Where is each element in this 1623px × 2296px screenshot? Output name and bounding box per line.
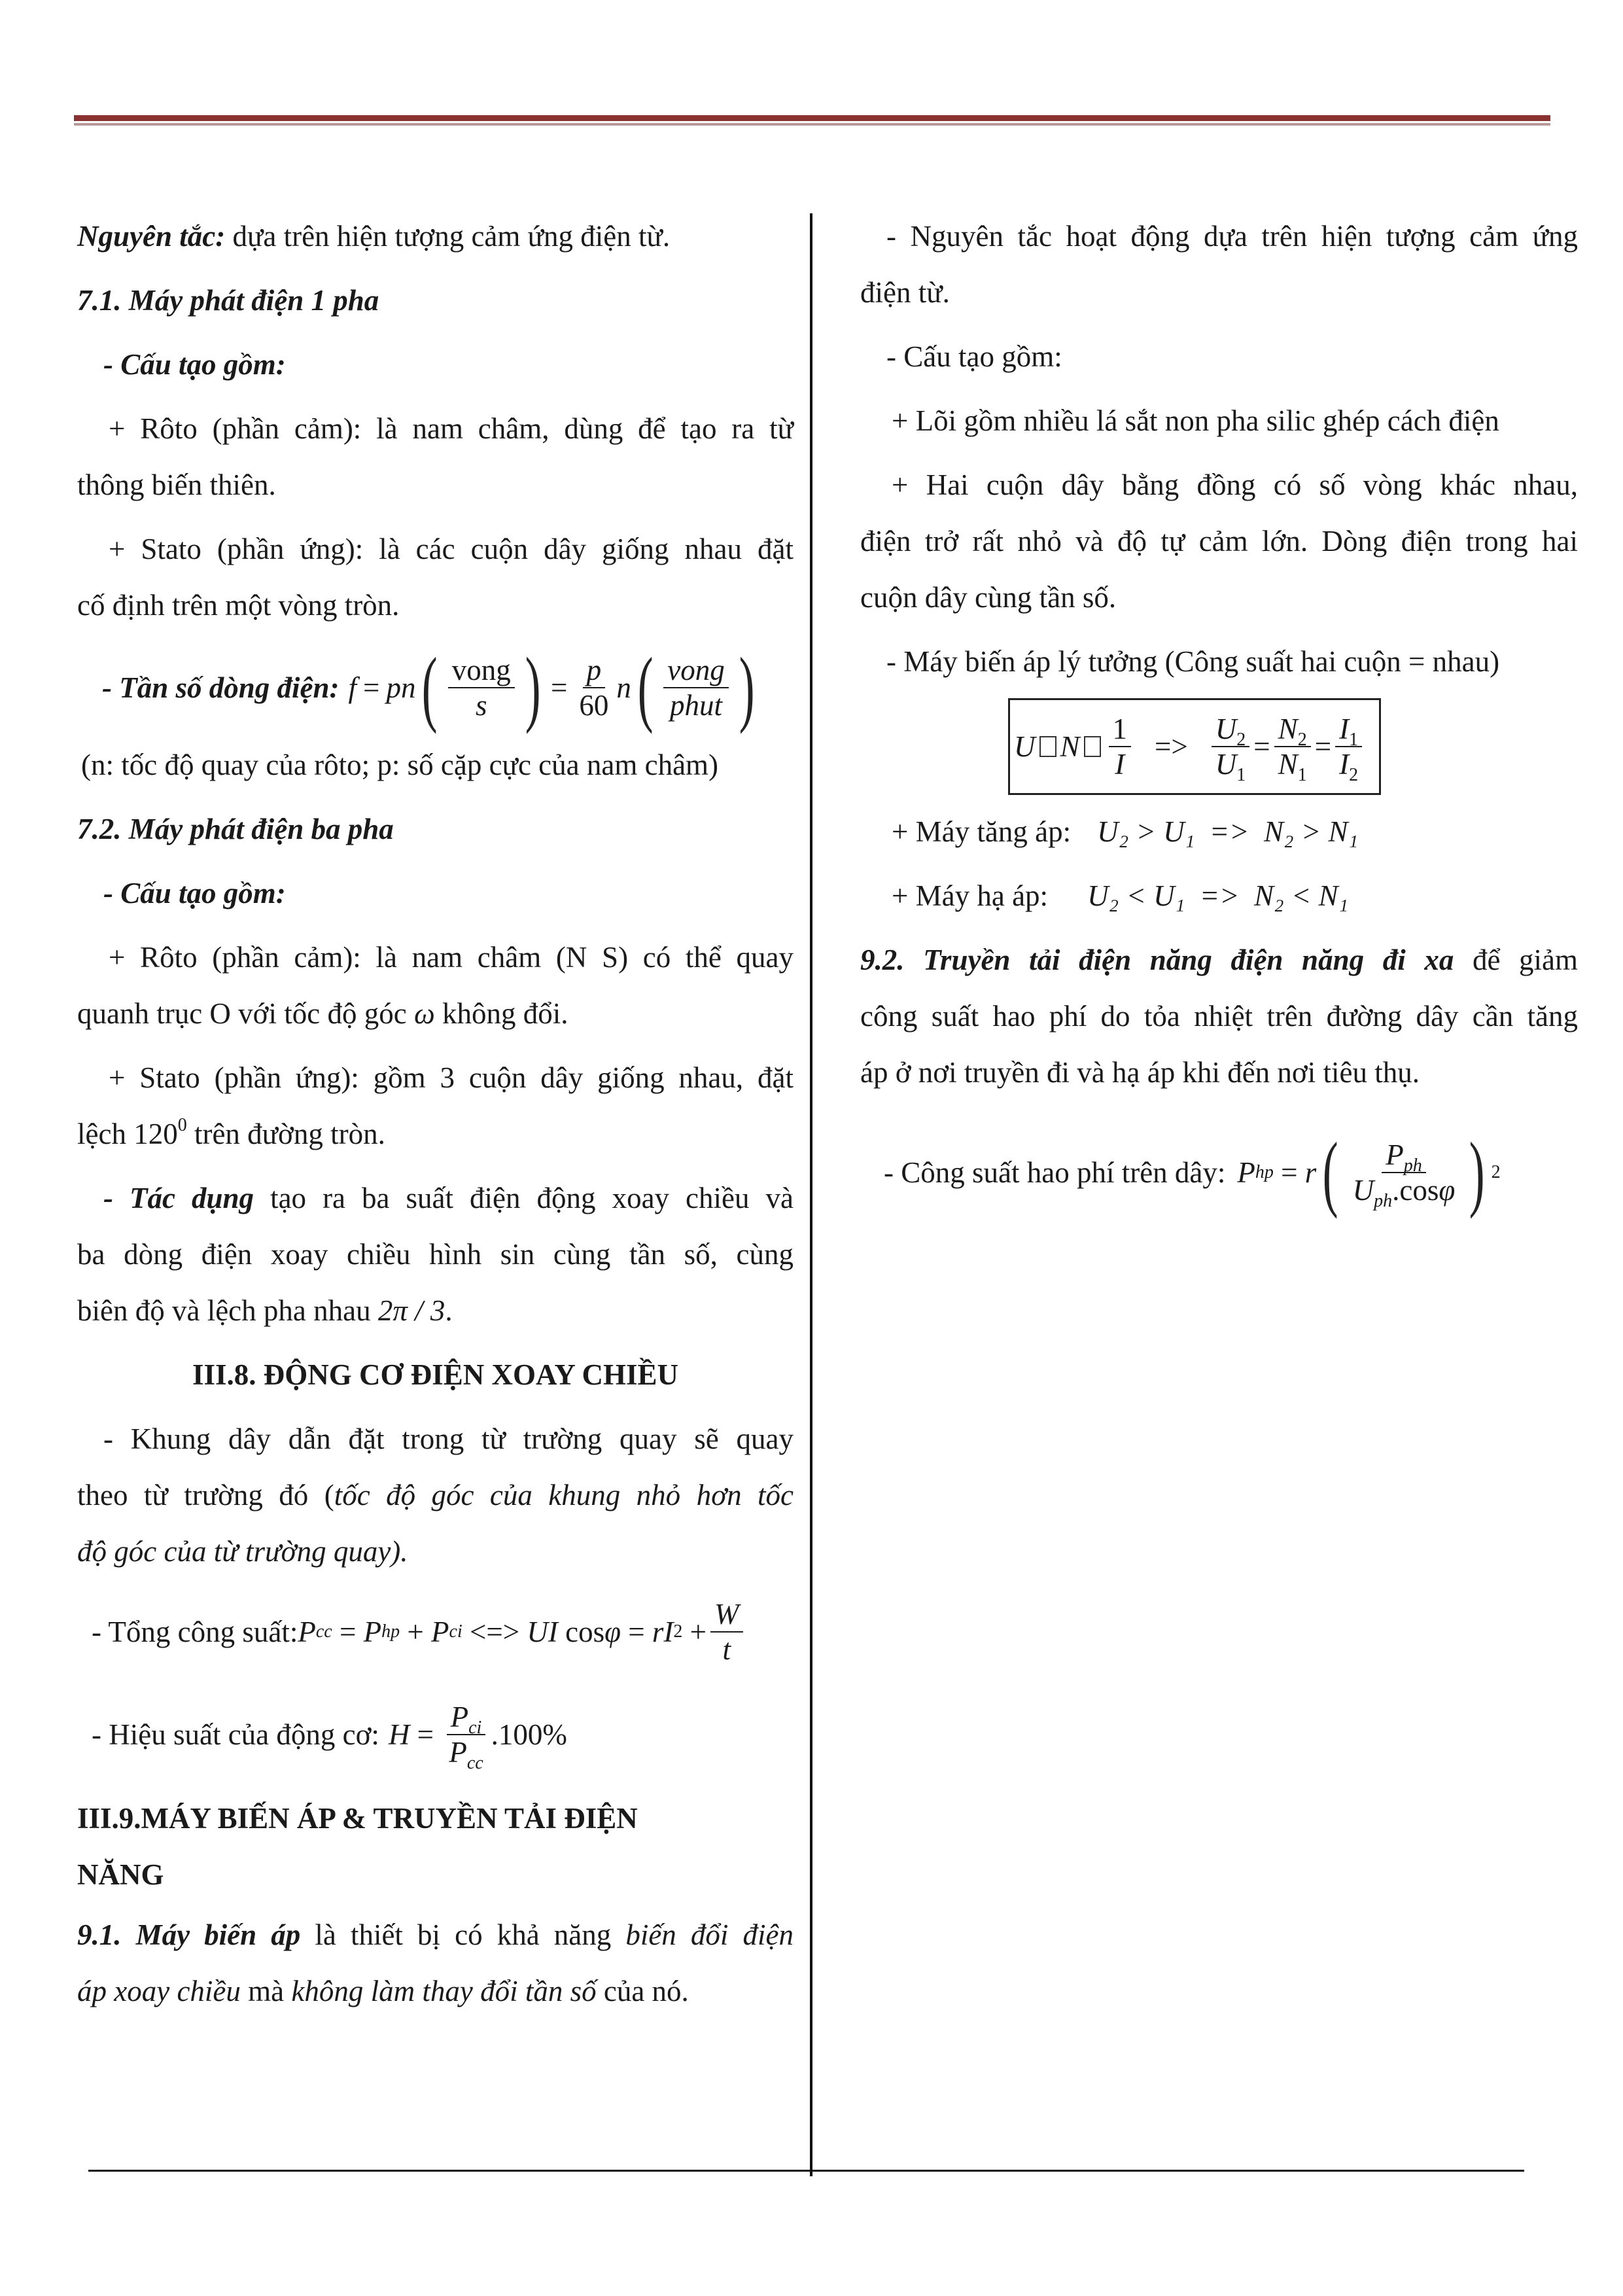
- header-rule-dark: [74, 115, 1550, 121]
- section-7-1-title: 7.1. Máy phát điện 1 pha: [77, 284, 379, 317]
- footer-rule: [88, 2170, 1524, 2172]
- motor-line-c: độ góc của từ trường quay).: [77, 1535, 408, 1568]
- step-up-line: + Máy tăng áp: U₂ > U₁ => N₂ > N₁: [892, 815, 1359, 848]
- effect-line-c: biên độ và lệch pha nhau 2π / 3.: [77, 1294, 453, 1327]
- transformer-def-a: 9.1. Máy biến áp là thiết bị có khả năng biến đổi điện: [77, 1918, 794, 1951]
- r-coil-c: cuộn dây cùng tần số.: [860, 581, 1117, 614]
- efficiency-formula: - Hiệu suất của động cơ: H = $\frac{P_{ci}}{P_{cc}}$ .100%: [92, 1701, 567, 1773]
- transformer-def-b: áp xoay chiều mà không làm thay đổi tần số của nó.: [77, 1975, 689, 2007]
- section-7-2-title: 7.2. Máy phát điện ba pha: [77, 813, 394, 845]
- rotor3-line-a: + Rôto (phần cảm): là nam châm (N S) có thể quay: [109, 941, 794, 974]
- total-power-formula: - Tổng công suất: P cc = P hp + P ci <=> UI cos φ = rI 2 + $\frac{W}{t}$: [77, 1586, 794, 1678]
- header-rule-light: [74, 123, 1550, 126]
- r-core: + Lõi gồm nhiều lá sắt non pha silic ghép cách điện: [892, 404, 1499, 437]
- column-divider: [810, 213, 812, 2176]
- r-structure: - Cấu tạo gồm:: [886, 340, 1062, 373]
- stator-line-b: cố định trên một vòng tròn.: [77, 589, 400, 622]
- section-8-heading: III.8. ĐỘNG CƠ ĐIỆN XOAY CHIỀU: [192, 1358, 679, 1391]
- frequency-formula: - Tần số dòng điện: f = pn ( $\frac{\text{vong}}{s}$ ) = $\frac{p}{60}$ n ( $\frac{\text{vong}}{\text{phut}}$ ): [102, 641, 755, 735]
- section-7-1-structure: - Cấu tạo gồm:: [103, 348, 286, 381]
- section-9-heading-b: NĂNG: [77, 1858, 164, 1891]
- transformer-ratio-box: U N $\frac{1}{I}$ => $\frac{U_2}{U_1}$ = $\frac{N_2}{N_1}$ = $\frac{I_1}{I_2}$: [1008, 698, 1381, 795]
- motor-line-b: theo từ trường đó (tốc độ góc của khung nhỏ hơn tốc: [77, 1479, 794, 1511]
- frequency-note: (n: tốc độ quay của rôto; p: số cặp cực của nam châm): [81, 749, 719, 781]
- power-loss-formula: - Công suất hao phí trên dây: P hp = r ( $\frac{P_{ph}}{U_{ph}.\cos\varphi}$ ) 2: [884, 1125, 1501, 1220]
- rotor3-line-b: quanh trục O với tốc độ góc ω không đổi.: [77, 997, 568, 1030]
- transmission-b: công suất hao phí do tỏa nhiệt trên đường dây cần tăng: [860, 1000, 1578, 1033]
- effect-line-b: ba dòng điện xoay chiều hình sin cùng tần số, cùng: [77, 1238, 794, 1271]
- step-down-line: + Máy hạ áp: U₂ < U₁ => N₂ < N₁: [892, 879, 1349, 912]
- left-column: [77, 208, 794, 2019]
- right-column: [860, 208, 1578, 1225]
- section-7-2-structure: - Cấu tạo gồm:: [103, 877, 286, 910]
- rotor-line-b: thông biến thiên.: [77, 468, 276, 501]
- r-principle-b: điện từ.: [860, 276, 950, 309]
- section-9-heading-a: III.9.MÁY BIẾN ÁP & TRUYỀN TẢI ĐIỆN: [77, 1802, 638, 1835]
- stator3-line-a: + Stato (phần ứng): gồm 3 cuộn dây giống nhau, đặt: [109, 1061, 794, 1094]
- r-coil-b: điện trở rất nhỏ và độ tự cảm lớn. Dòng điện trong hai: [860, 525, 1578, 557]
- r-ideal: - Máy biến áp lý tưởng (Công suất hai cuộn = nhau): [886, 645, 1500, 678]
- motor-line-a: - Khung dây dẫn đặt trong từ trường quay sẽ quay: [103, 1422, 794, 1455]
- rotor-line-a: + Rôto (phần cảm): là nam châm, dùng để tạo ra từ: [109, 412, 794, 445]
- r-principle-a: - Nguyên tắc hoạt động dựa trên hiện tượng cảm ứng: [886, 220, 1578, 253]
- missing-symbol-icon: [1039, 736, 1056, 757]
- principle-line: Nguyên tắc: dựa trên hiện tượng cảm ứng điện từ.: [77, 220, 671, 253]
- transmission-c: áp ở nơi truyền đi và hạ áp khi đến nơi tiêu thụ.: [860, 1056, 1420, 1089]
- effect-line-a: - Tác dụng tạo ra ba suất điện động xoay chiều và: [103, 1182, 794, 1214]
- transformer-ratio-box-row: [860, 698, 1578, 796]
- stator-line-a: + Stato (phần ứng): là các cuộn dây giống nhau đặt: [109, 533, 794, 565]
- transmission-a: 9.2. Truyền tải điện năng điện năng đi xa để giảm: [860, 944, 1578, 976]
- r-coil-a: + Hai cuộn dây bằng đồng có số vòng khác nhau,: [892, 468, 1578, 501]
- stator3-line-b: lệch $120^0$ trên đường tròn.: [77, 1115, 385, 1150]
- missing-symbol-icon: [1084, 736, 1101, 757]
